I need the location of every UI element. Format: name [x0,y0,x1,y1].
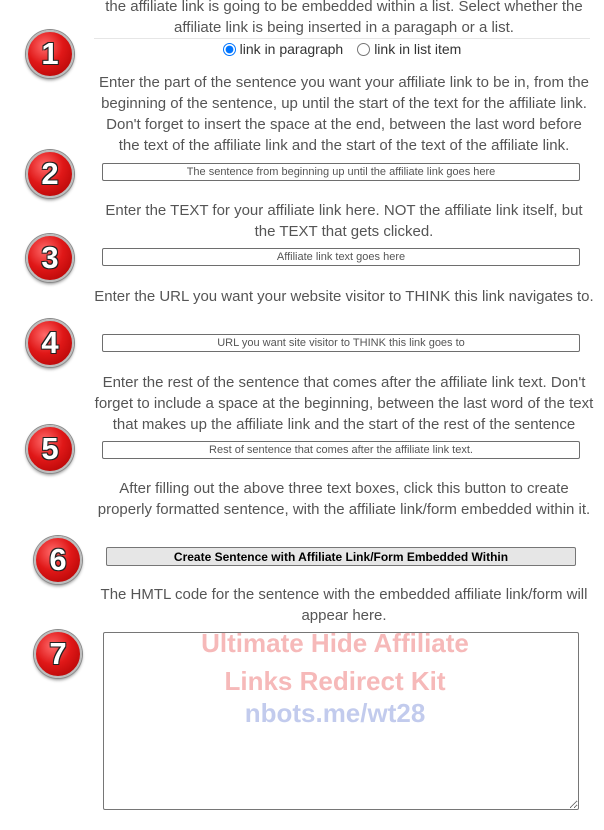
watermark-line-3: nbots.me/wt28 [244,698,426,728]
step-1-line-2: affiliate link is being inserted in a paragaph or a list. [174,19,514,36]
watermark-line-1: Ultimate Hide Affiliate [201,628,469,658]
html-output-textarea[interactable] [103,632,579,810]
step-4-instructions: Enter the URL you want your website visitor to THINK this link navigates to. [94,288,594,305]
affiliate-link-text-input[interactable] [102,248,580,266]
step-4-badge: 4 [26,319,74,367]
step-1-line-1: the affiliate link is going to be embedded within a list. Select whether the [105,0,583,15]
step-2-instructions: Enter the part of the sentence you want your affiliate link to be in, from the beginning of the sentence, up until the start of the text for the affiliate link. Don't forget to insert the space at the end, between the last word before the text of the affiliate link and the start of the text of the affiliate link. [98,74,589,154]
radio-label-list-item: link in list item [374,41,462,57]
radio-label-paragraph: link in paragraph [239,41,344,57]
step-3-badge: 3 [26,234,74,282]
sentence-end-input[interactable] [102,441,580,459]
step-3-instructions: Enter the TEXT for your affiliate link here. NOT the affiliate link itself, but the TEXT that gets clicked. [105,202,583,240]
watermark-line-2: Links Redirect Kit [224,666,446,696]
radio-option-list-item[interactable] [357,41,461,57]
radio-link-in-list-item[interactable] [357,43,370,56]
step-5-badge: 5 [26,425,74,473]
radio-option-paragraph[interactable] [223,41,344,57]
fake-url-input[interactable] [102,334,580,352]
step-5-instructions: Enter the rest of the sentence that comes after the affiliate link text. Don't forget to include a space at the beginning, between the last word of the text that makes up the affiliate link and the start of the rest of the sentence [94,374,594,433]
radio-link-in-paragraph[interactable] [223,43,236,56]
step-6-badge: 6 [34,536,82,584]
link-type-radio-group [94,38,590,59]
step-1-badge: 1 [26,30,74,78]
step-6-instructions: After filling out the above three text boxes, click this button to create properly formatted sentence, with the affiliate link/form embedded within it. [97,480,591,518]
step-7-instructions: The HMTL code for the sentence with the embedded affiliate link/form will appear here. [100,586,588,624]
step-1-instructions [94,0,594,38]
create-sentence-button[interactable]: Create Sentence with Affiliate Link/Form Embedded Within [106,547,576,566]
step-2-badge: 2 [26,150,74,198]
step-7-badge: 7 [34,630,82,678]
sentence-start-input[interactable] [102,163,580,181]
